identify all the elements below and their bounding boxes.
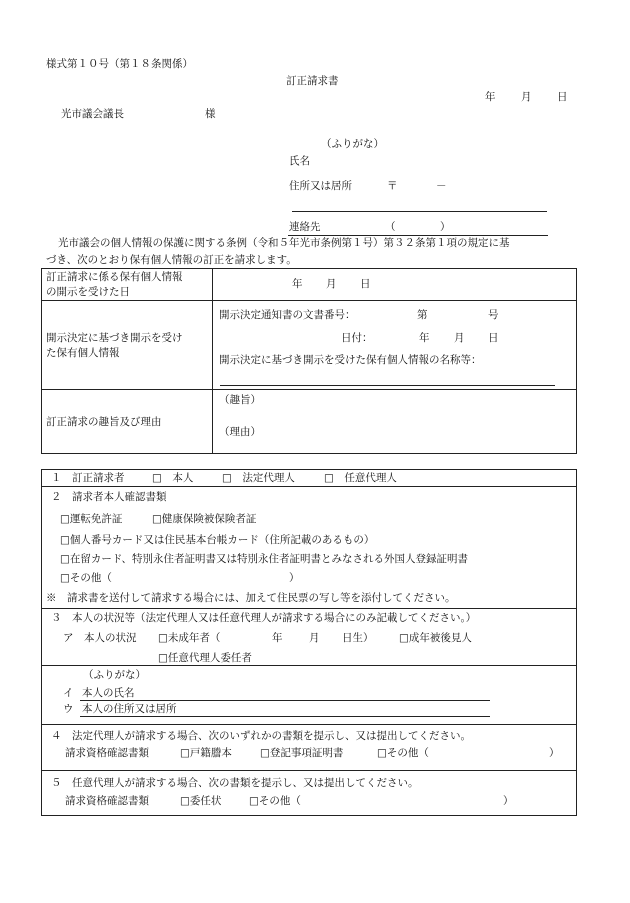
residence-card-checkbox[interactable]: □在留カード、特別永住者証明書又は特別永住者証明書とみなされる外国人登録証明書	[60, 553, 468, 565]
purpose-label: （趣旨）	[219, 394, 261, 406]
requester-voluntary-rep-checkbox[interactable]: □ 任意代理人	[324, 472, 397, 484]
id-other-close-paren: ）	[289, 572, 300, 584]
contact-open-paren: （	[385, 221, 396, 233]
applicant-address-label: 住所又は居所	[289, 180, 352, 192]
postal-mark: 〒	[387, 180, 398, 192]
disclosure-table-divider	[212, 268, 213, 454]
contact-label: 連絡先	[289, 221, 321, 233]
minor-birth-year: 年	[272, 632, 283, 644]
principal-name-marker: イ	[63, 687, 74, 699]
purpose-reason-label: 訂正請求の趣旨及び理由	[46, 416, 162, 428]
requester-self-checkbox[interactable]: □ 本人	[152, 472, 194, 484]
doc-date-month: 月	[454, 332, 465, 344]
applicant-name-label: 氏名	[289, 155, 310, 167]
principal-name-line	[80, 700, 490, 701]
doc-date-day: 日	[488, 332, 499, 344]
adult-ward-checkbox[interactable]: □成年被後見人	[399, 632, 472, 644]
address-line	[292, 211, 547, 212]
date-day-label: 日	[557, 91, 568, 103]
principal-furigana-label: （ふりがな）	[83, 669, 146, 681]
doc-date-year: 年	[419, 332, 430, 344]
doc-number-go: 号	[488, 309, 499, 321]
delegator-checkbox[interactable]: □任意代理人委任者	[158, 652, 252, 664]
voluntary-other-checkbox[interactable]: □その他（	[249, 795, 301, 807]
disclosure-date-day: 日	[360, 278, 371, 290]
disclosure-date-year: 年	[292, 278, 303, 290]
requester-row-divider-5	[41, 770, 577, 771]
contact-underline	[288, 235, 548, 236]
intro-line-2: づき、次のとおり保有個人情報の訂正を請求します。	[46, 254, 297, 266]
contact-close-paren: ）	[440, 221, 451, 233]
disclosure-date-month: 月	[326, 278, 337, 290]
requester-row-divider-2	[41, 608, 577, 609]
legal-other-close-paren: ）	[549, 747, 560, 759]
form-number: 様式第１０号（第１８条関係）	[46, 58, 193, 70]
honorific: 様	[205, 108, 216, 120]
principal-address-label: 本人の住所又は居所	[82, 703, 177, 715]
minor-birth-day: 日生）	[342, 632, 374, 644]
section4-doc-label: 請求資格確認書類	[65, 747, 149, 759]
disclosure-date-label: 訂正請求に係る保有個人情報 の開示を受けた日	[46, 271, 183, 299]
applicant-furigana-label: （ふりがな）	[321, 138, 384, 150]
section5-title: ５ 任意代理人が請求する場合、次の書類を提示し、又は提出してください。	[51, 777, 419, 789]
principal-address-line	[80, 716, 490, 717]
intro-line-1: 光市議会の個人情報の保護に関する条例（令和５年光市条例第１号）第３２条第１項の規定に基	[58, 237, 510, 249]
family-register-checkbox[interactable]: □戸籍謄本	[180, 747, 232, 759]
section4-title: ４ 法定代理人が請求する場合、次のいずれかの書類を提示し、又は提出してください。	[51, 730, 471, 742]
id-other-checkbox[interactable]: □その他（	[60, 572, 112, 584]
mynumber-card-checkbox[interactable]: □個人番号カード又は住民基本台帳カード（住所記載のあるもの）	[60, 534, 375, 546]
date-year-label: 年	[485, 91, 496, 103]
date-month-label: 月	[521, 91, 532, 103]
power-of-attorney-checkbox[interactable]: □委任状	[180, 795, 222, 807]
disclosed-info-label: 開示決定に基づき開示を受け た保有個人情報	[46, 332, 183, 360]
info-name-line	[220, 385, 555, 386]
requester-row-divider-1	[41, 486, 577, 487]
requester-legal-rep-checkbox[interactable]: □ 法定代理人	[222, 472, 295, 484]
doc-number-label: 開示決定通知書の文書番号：	[219, 309, 356, 321]
legal-other-checkbox[interactable]: □その他（	[377, 747, 429, 759]
reason-label: （理由）	[219, 426, 261, 438]
section1-label: １ 訂正請求者	[51, 472, 125, 484]
health-insurance-checkbox[interactable]: □健康保険被保険者証	[152, 513, 257, 525]
section3-title: ３ 本人の状況等（法定代理人又は任意代理人が請求する場合にのみ記載してください。）	[51, 612, 477, 624]
page-title: 訂正請求書	[286, 75, 339, 87]
registry-certificate-checkbox[interactable]: □登記事項証明書	[260, 747, 344, 759]
principal-name-label: 本人の氏名	[82, 687, 135, 699]
requester-row-divider-3	[41, 665, 577, 666]
section2-title: ２ 請求者本人確認書類	[51, 491, 167, 503]
doc-number-dai: 第	[417, 309, 428, 321]
principal-status-label: ア 本人の状況	[63, 632, 137, 644]
drivers-license-checkbox[interactable]: □運転免許証	[60, 513, 123, 525]
minor-checkbox[interactable]: □未成年者（	[158, 632, 221, 644]
minor-birth-month: 月	[309, 632, 320, 644]
info-name-label: 開示決定に基づき開示を受けた保有個人情報の名称等：	[219, 354, 482, 366]
doc-date-label: 日付：	[341, 332, 373, 344]
addressee: 光市議会議長	[61, 108, 124, 120]
section5-doc-label: 請求資格確認書類	[65, 795, 149, 807]
disclosure-row-divider-2	[41, 389, 577, 390]
principal-address-marker: ウ	[63, 703, 74, 715]
postal-dash: －	[436, 180, 447, 192]
section2-note: ※ 請求書を送付して請求する場合には、加えて住民票の写し等を添付してください。	[46, 592, 456, 604]
requester-row-divider-4	[41, 724, 577, 725]
voluntary-other-close-paren: ）	[503, 795, 514, 807]
